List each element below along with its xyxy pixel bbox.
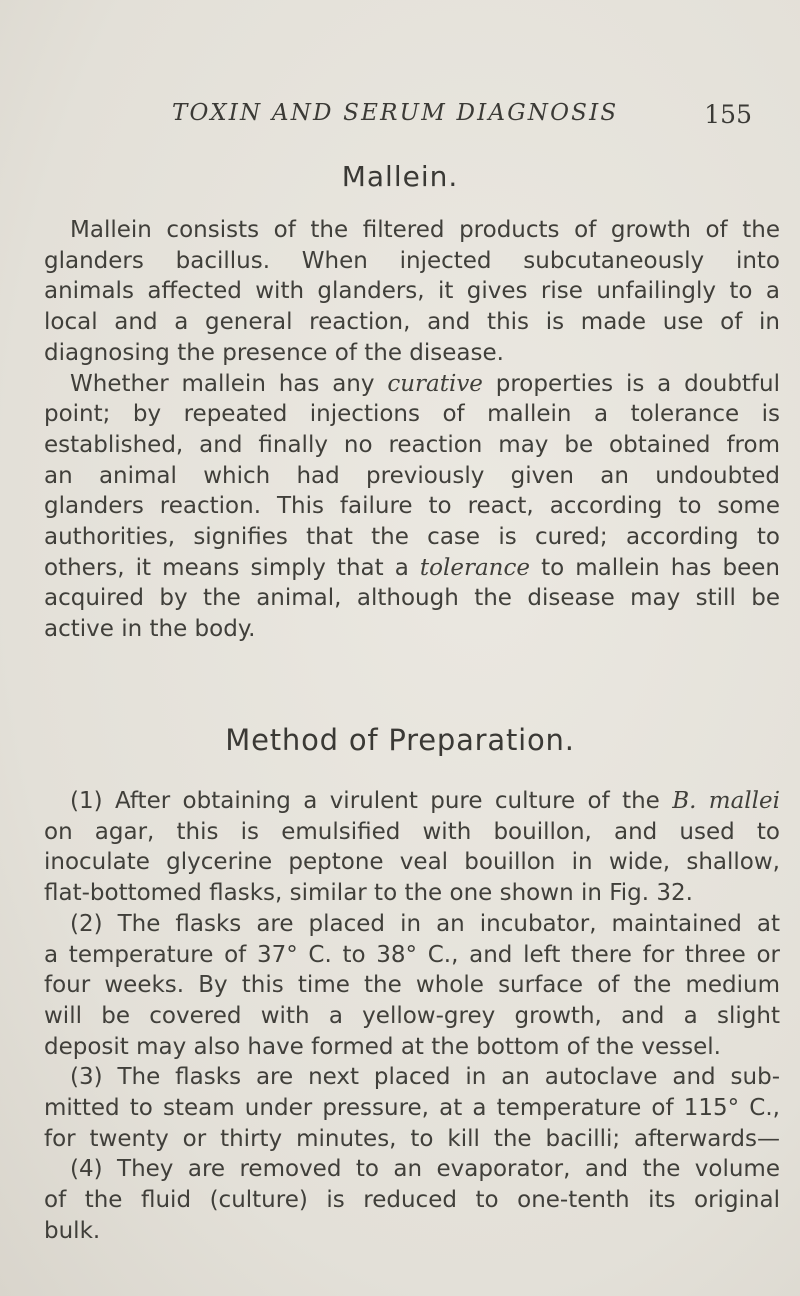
text-line: authorities, signifies that the case is cured; according to <box>44 524 780 551</box>
text-line <box>44 553 780 584</box>
text-line: (4) They are removed to an evaporator, and the volume <box>70 1156 780 1183</box>
text-line: acquired by the animal, although the disease may still be <box>44 585 780 612</box>
text-line <box>44 369 780 400</box>
text-line: established, and finally no reaction may be obtained from <box>44 431 780 458</box>
text-run: properties is a doubtful <box>482 370 780 397</box>
text-line: on agar, this is emulsified with bouillon, and used to <box>44 818 780 845</box>
text-run: others, it means simply that a <box>44 554 420 581</box>
text-line: mitted to steam under pressure, at a temperature of 115° C., <box>44 1095 780 1122</box>
paragraph-block-method <box>44 786 780 1247</box>
running-head <box>172 100 752 136</box>
text-line: four weeks. By this time the whole surface of the medium <box>44 972 780 999</box>
paragraph-block-mallein <box>44 215 780 645</box>
text-line: glanders reaction. This failure to react, according to some <box>44 493 780 520</box>
text-line: (2) The flasks are placed in an incubator, maintained at <box>70 910 780 937</box>
section-heading-mallein: Mallein. <box>341 160 459 193</box>
running-title: TOXIN AND SERUM DIAGNOSIS <box>172 100 619 126</box>
section-heading-method: Method of Preparation. <box>225 723 575 757</box>
text-line: active in the body. <box>44 616 256 643</box>
text-line: (3) The flasks are next placed in an autoclave and sub- <box>70 1064 780 1091</box>
italic-term: curative <box>387 370 483 397</box>
text-line: for twenty or thirty minutes, to kill the bacilli; afterwards— <box>44 1125 780 1152</box>
text-line: an animal which had previously given an undoubted <box>44 462 780 489</box>
page-number: 155 <box>704 100 752 129</box>
text-line: a temperature of 37° C. to 38° C., and left there for three or <box>44 941 780 968</box>
text-line: point; by repeated injections of mallein a tolerance is <box>44 401 780 428</box>
text-line: inoculate glycerine peptone veal bouillon in wide, shallow, <box>44 849 780 876</box>
text-line <box>44 786 780 817</box>
text-run: to mallein has been <box>530 554 780 581</box>
italic-term: B. mallei <box>672 788 780 814</box>
text-line: will be covered with a yellow-grey growth, and a slight <box>44 1002 780 1029</box>
text-line: animals affected with glanders, it gives rise unfailingly to a <box>44 278 780 305</box>
text-line: flat-bottomed flasks, similar to the one shown in Fig. 32. <box>44 880 693 907</box>
text-line: of the fluid (culture) is reduced to one-tenth its original <box>44 1187 780 1214</box>
text-line: local and a general reaction, and this is made use of in <box>44 309 780 336</box>
text-line: deposit may also have formed at the bottom of the vessel. <box>44 1033 721 1060</box>
text-run: Whether mallein has any <box>70 370 388 397</box>
text-line: diagnosing the presence of the disease. <box>44 339 504 366</box>
text-run: (1) After obtaining a virulent pure culture of the <box>70 788 673 814</box>
text-line: glanders bacillus. When injected subcutaneously into <box>44 247 780 274</box>
italic-term: tolerance <box>419 554 530 581</box>
text-line: Mallein consists of the filtered products of growth of the <box>70 217 780 243</box>
text-line: bulk. <box>44 1217 101 1244</box>
